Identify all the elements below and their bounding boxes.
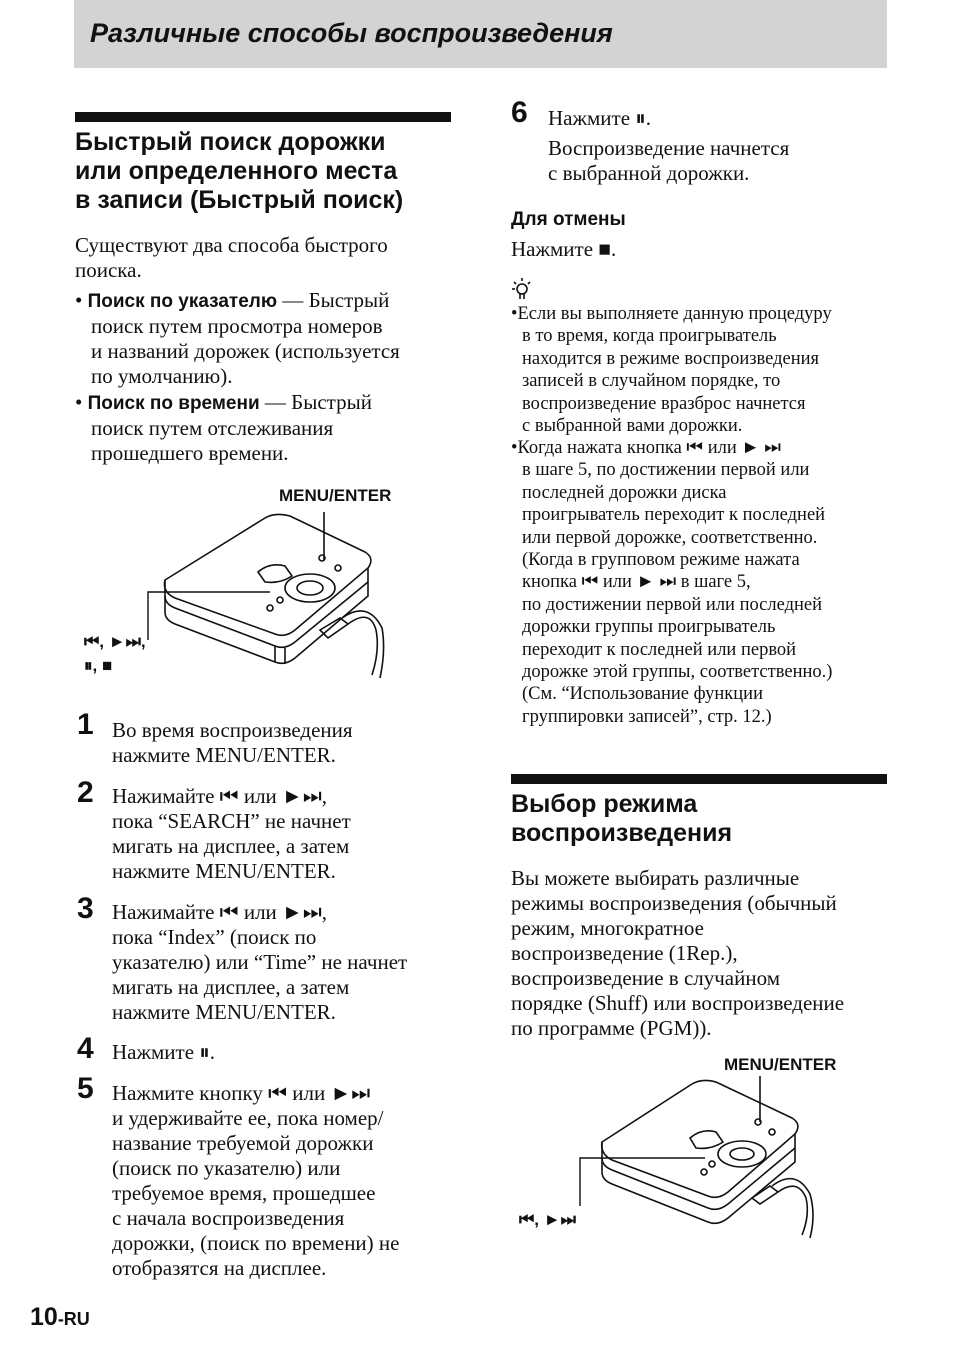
bullet-text: — Быстрый <box>277 288 390 312</box>
bullet-text: и названий дорожек (используется <box>91 339 400 363</box>
step-number: 3 <box>77 892 94 925</box>
tip-note-1: •Если вы выполняете данную процедуру в то время, когда проигрыватель находится в режиме воспроизведения записей в случайном порядке, то воспроизведение вразброс начнется с выбранной вами дорожки. <box>511 304 832 437</box>
bullet-text: по умолчанию). <box>91 364 233 388</box>
bullet-text: поиск путем отслеживания <box>91 416 334 440</box>
step-6-text: Нажмите ⏸. Воспроизведение начнется с выбранной дорожки. <box>548 106 790 185</box>
step-number: 1 <box>77 708 94 741</box>
step-number: 6 <box>511 96 528 129</box>
step-5-text: Нажмите кнопку ⏮ или ►⏭ и удерживайте ее, пока номер/ название требуемой дорожки (поиск по указателю) или требуемое время, прошедшее с начала воспроизведения дорожки, (поиск по времени) не отобразятся на дисплее. <box>112 1081 400 1280</box>
step-4-text: Нажмите ⏸. <box>112 1040 216 1064</box>
figure-menu-label: MENU/ENTER <box>724 1055 837 1074</box>
figure-buttons-label: ⏮, ►⏭ <box>519 1210 576 1229</box>
heading-line: Быстрый поиск дорожки <box>75 128 386 156</box>
step-number: 5 <box>77 1072 94 1105</box>
minidisc-player-illustration <box>570 1070 840 1240</box>
left-intro <box>75 233 388 283</box>
right-paragraph: Вы можете выбирать различные режимы воспроизведения (обычный режим, многократное воспроизведение (1Rep.), воспроизведение в случайном порядке (Shuff) или воспроизведение по программе (PGM)). <box>511 866 845 1040</box>
intro-line: поиска. <box>75 258 142 282</box>
figure-buttons-label-2: ⏸, ■ <box>84 656 113 675</box>
bullet-text: — Быстрый <box>259 390 372 414</box>
figure-menu-label: MENU/ENTER <box>279 486 392 505</box>
cancel-title: Для отмены <box>511 209 626 230</box>
cancel-text: Нажмите ■. <box>511 237 617 261</box>
heading-line: в записи (Быстрый поиск) <box>75 186 404 214</box>
bullet-term: Поиск по времени <box>87 393 260 414</box>
left-heading-rule <box>75 112 451 122</box>
heading-line: или определенного места <box>75 157 398 185</box>
tip-note-2: •Когда нажата кнопка ⏮ или ► ⏭ в шаге 5, по достижении первой или последней дорожки диска проигрыватель переходит к последней или первой дорожке, соответственно. (Когда в групповом режиме нажата кнопка ⏮ или ► ⏭ в шаге 5, по достижении первой или последней дорожки группы проигрыватель переходит к последней или первой дорожке этой группы, соответственно.) (См. “Использование функции группировки записей”, стр. 12.) <box>511 438 833 727</box>
page-number: 10-RU <box>30 1303 90 1331</box>
step-1-text: Во время воспроизведения нажмите MENU/ENTER. <box>112 718 353 767</box>
step-3-text: Нажимайте ⏮ или ►⏭, пока “Index” (поиск по указателю) или “Time” не начнет мигать на дисплее, а затем нажмите MENU/ENTER. <box>112 900 408 1024</box>
right-heading: Выбор режима воспроизведения <box>511 790 733 847</box>
bullet-text: поиск путем просмотра номеров <box>91 314 383 338</box>
intro-line: Существуют два способа быстрого <box>75 233 388 257</box>
left-heading <box>75 128 403 215</box>
step-number: 2 <box>77 776 94 809</box>
section-banner <box>74 0 887 68</box>
bullet-term: Поиск по указателю <box>87 291 278 312</box>
right-heading-rule <box>511 774 887 784</box>
lightbulb-icon <box>510 276 536 302</box>
banner-title: Различные способы воспроизведения <box>90 18 613 48</box>
step-2-text: Нажимайте ⏮ или ►⏭, пока “SEARCH” не начнет мигать на дисплее, а затем нажмите MENU/ENTER. <box>112 784 351 883</box>
minidisc-player-illustration <box>80 500 410 690</box>
bullet-time-search: • Поиск по времени — Быстрый поиск путем отслеживания прошедшего времени. <box>75 390 372 465</box>
bullet-index-search: • Поиск по указателю — Быстрый поиск путем просмотра номеров и названий дорожек (используется по умолчанию). <box>75 288 400 388</box>
bullet-text: прошедшего времени. <box>91 441 289 465</box>
figure-buttons-label-1: ⏮, ►⏭, <box>84 632 146 651</box>
step-number: 4 <box>77 1032 94 1065</box>
